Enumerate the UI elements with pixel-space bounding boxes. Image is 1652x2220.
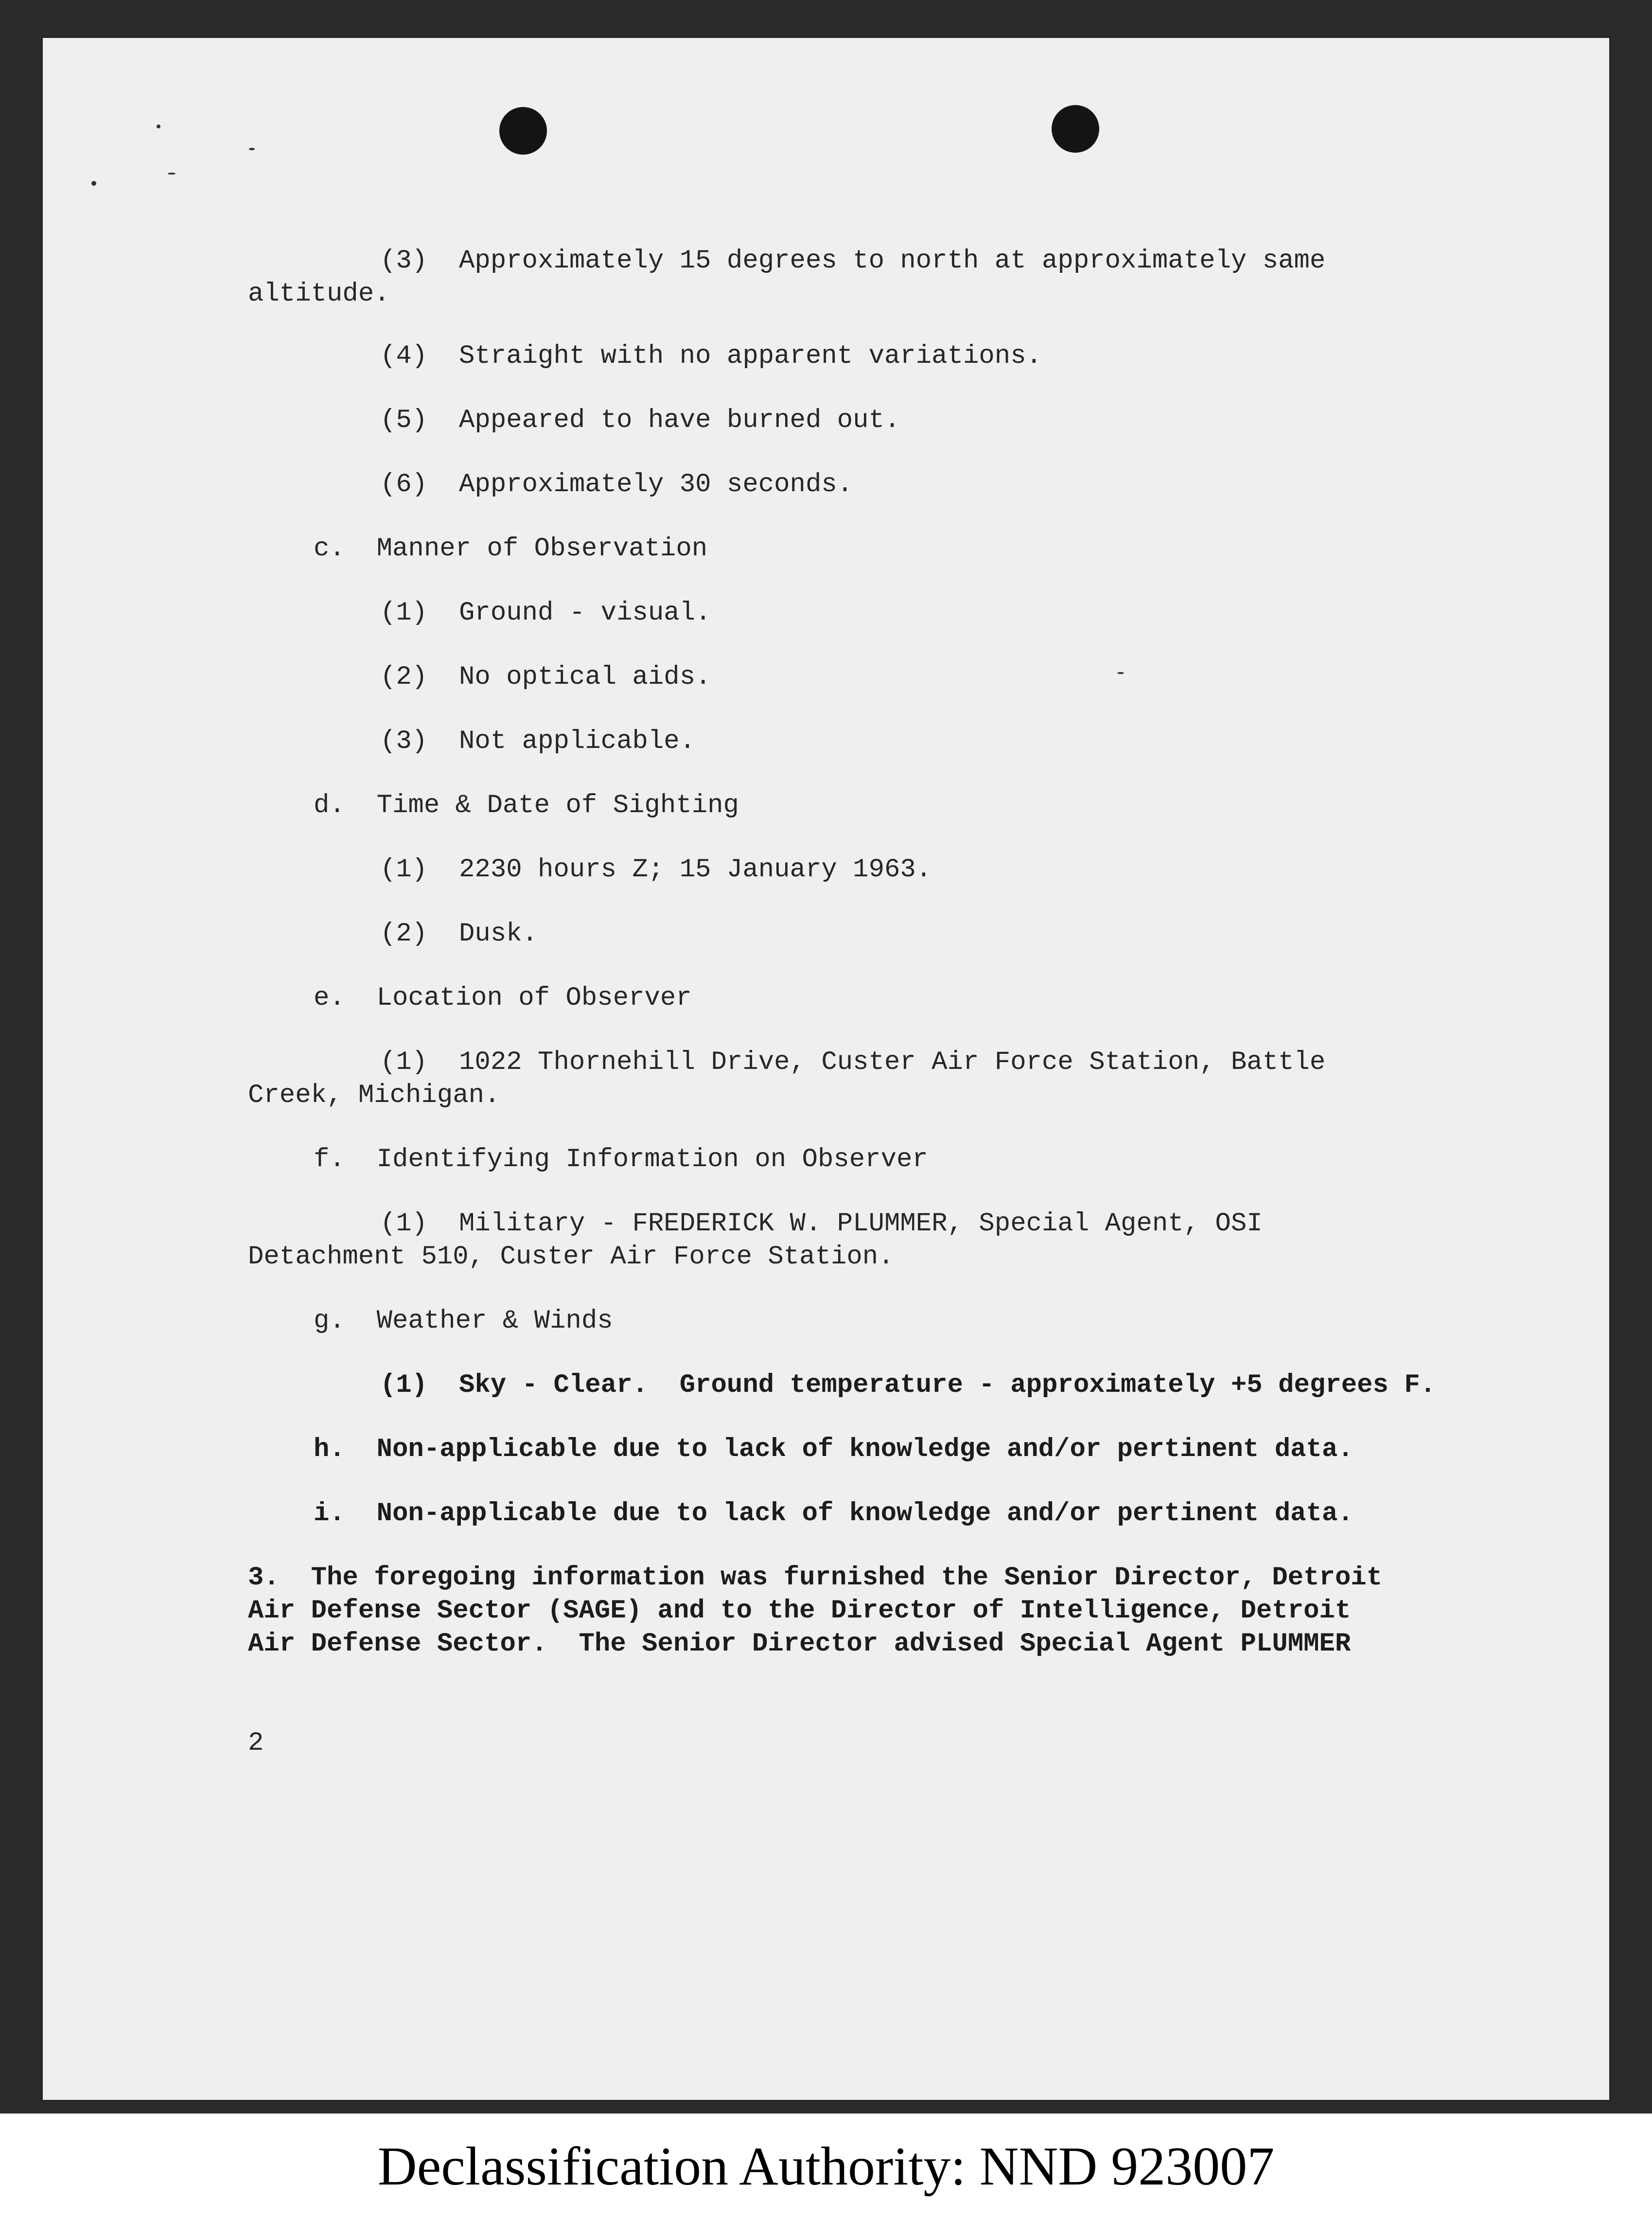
item-f1-line2: Detachment 510, Custer Air Force Station. <box>248 1242 894 1272</box>
section-d-heading: d. Time & Date of Sighting <box>314 791 739 820</box>
item-b6: (6) Approximately 30 seconds. <box>380 470 853 499</box>
item-g1: (1) Sky - Clear. Ground temperature - approximately +5 degrees F. <box>380 1370 1436 1400</box>
declassification-text: Declassification Authority: NND 923007 <box>377 2136 1275 2197</box>
section-c-heading: c. Manner of Observation <box>314 534 708 564</box>
item-b3-line2: altitude. <box>248 279 390 309</box>
section-g-heading: g. Weather & Winds <box>314 1306 613 1336</box>
item-b5: (5) Appeared to have burned out. <box>380 406 900 435</box>
paragraph-3-line1: 3. The foregoing information was furnished the Senior Director, Detroit <box>248 1563 1383 1593</box>
section-e-heading: e. Location of Observer <box>314 983 692 1013</box>
item-d2: (2) Dusk. <box>380 919 538 949</box>
speck <box>157 124 160 128</box>
speck <box>1117 672 1124 674</box>
paragraph-3-line3: Air Defense Sector. The Senior Director advised Special Agent PLUMMER <box>248 1629 1351 1659</box>
page-number: 2 <box>248 1728 264 1758</box>
item-b3-line1: (3) Approximately 15 degrees to north at approximately same <box>380 246 1326 276</box>
item-c2: (2) No optical aids. <box>380 662 711 692</box>
speck <box>249 148 255 150</box>
punch-hole-left <box>499 107 547 155</box>
section-h: h. Non-applicable due to lack of knowledge and/or pertinent data. <box>314 1435 1353 1464</box>
speck <box>168 173 176 175</box>
punch-hole-right <box>1052 105 1099 153</box>
item-e1-line2: Creek, Michigan. <box>248 1081 500 1110</box>
paragraph-3-line2: Air Defense Sector (SAGE) and to the Director of Intelligence, Detroit <box>248 1596 1351 1626</box>
item-e1-line1: (1) 1022 Thornehill Drive, Custer Air Force Station, Battle <box>380 1048 1326 1077</box>
section-i: i. Non-applicable due to lack of knowledge and/or pertinent data. <box>314 1499 1353 1528</box>
item-b4: (4) Straight with no apparent variations. <box>380 341 1042 371</box>
item-c3: (3) Not applicable. <box>380 727 696 756</box>
item-d1: (1) 2230 hours Z; 15 January 1963. <box>380 855 932 885</box>
section-f-heading: f. Identifying Information on Observer <box>314 1145 928 1174</box>
item-f1-line1: (1) Military - FREDERICK W. PLUMMER, Special Agent, OSI <box>380 1209 1263 1239</box>
declassification-footer <box>0 2113 1652 2220</box>
speck <box>91 181 96 186</box>
item-c1: (1) Ground - visual. <box>380 598 711 628</box>
